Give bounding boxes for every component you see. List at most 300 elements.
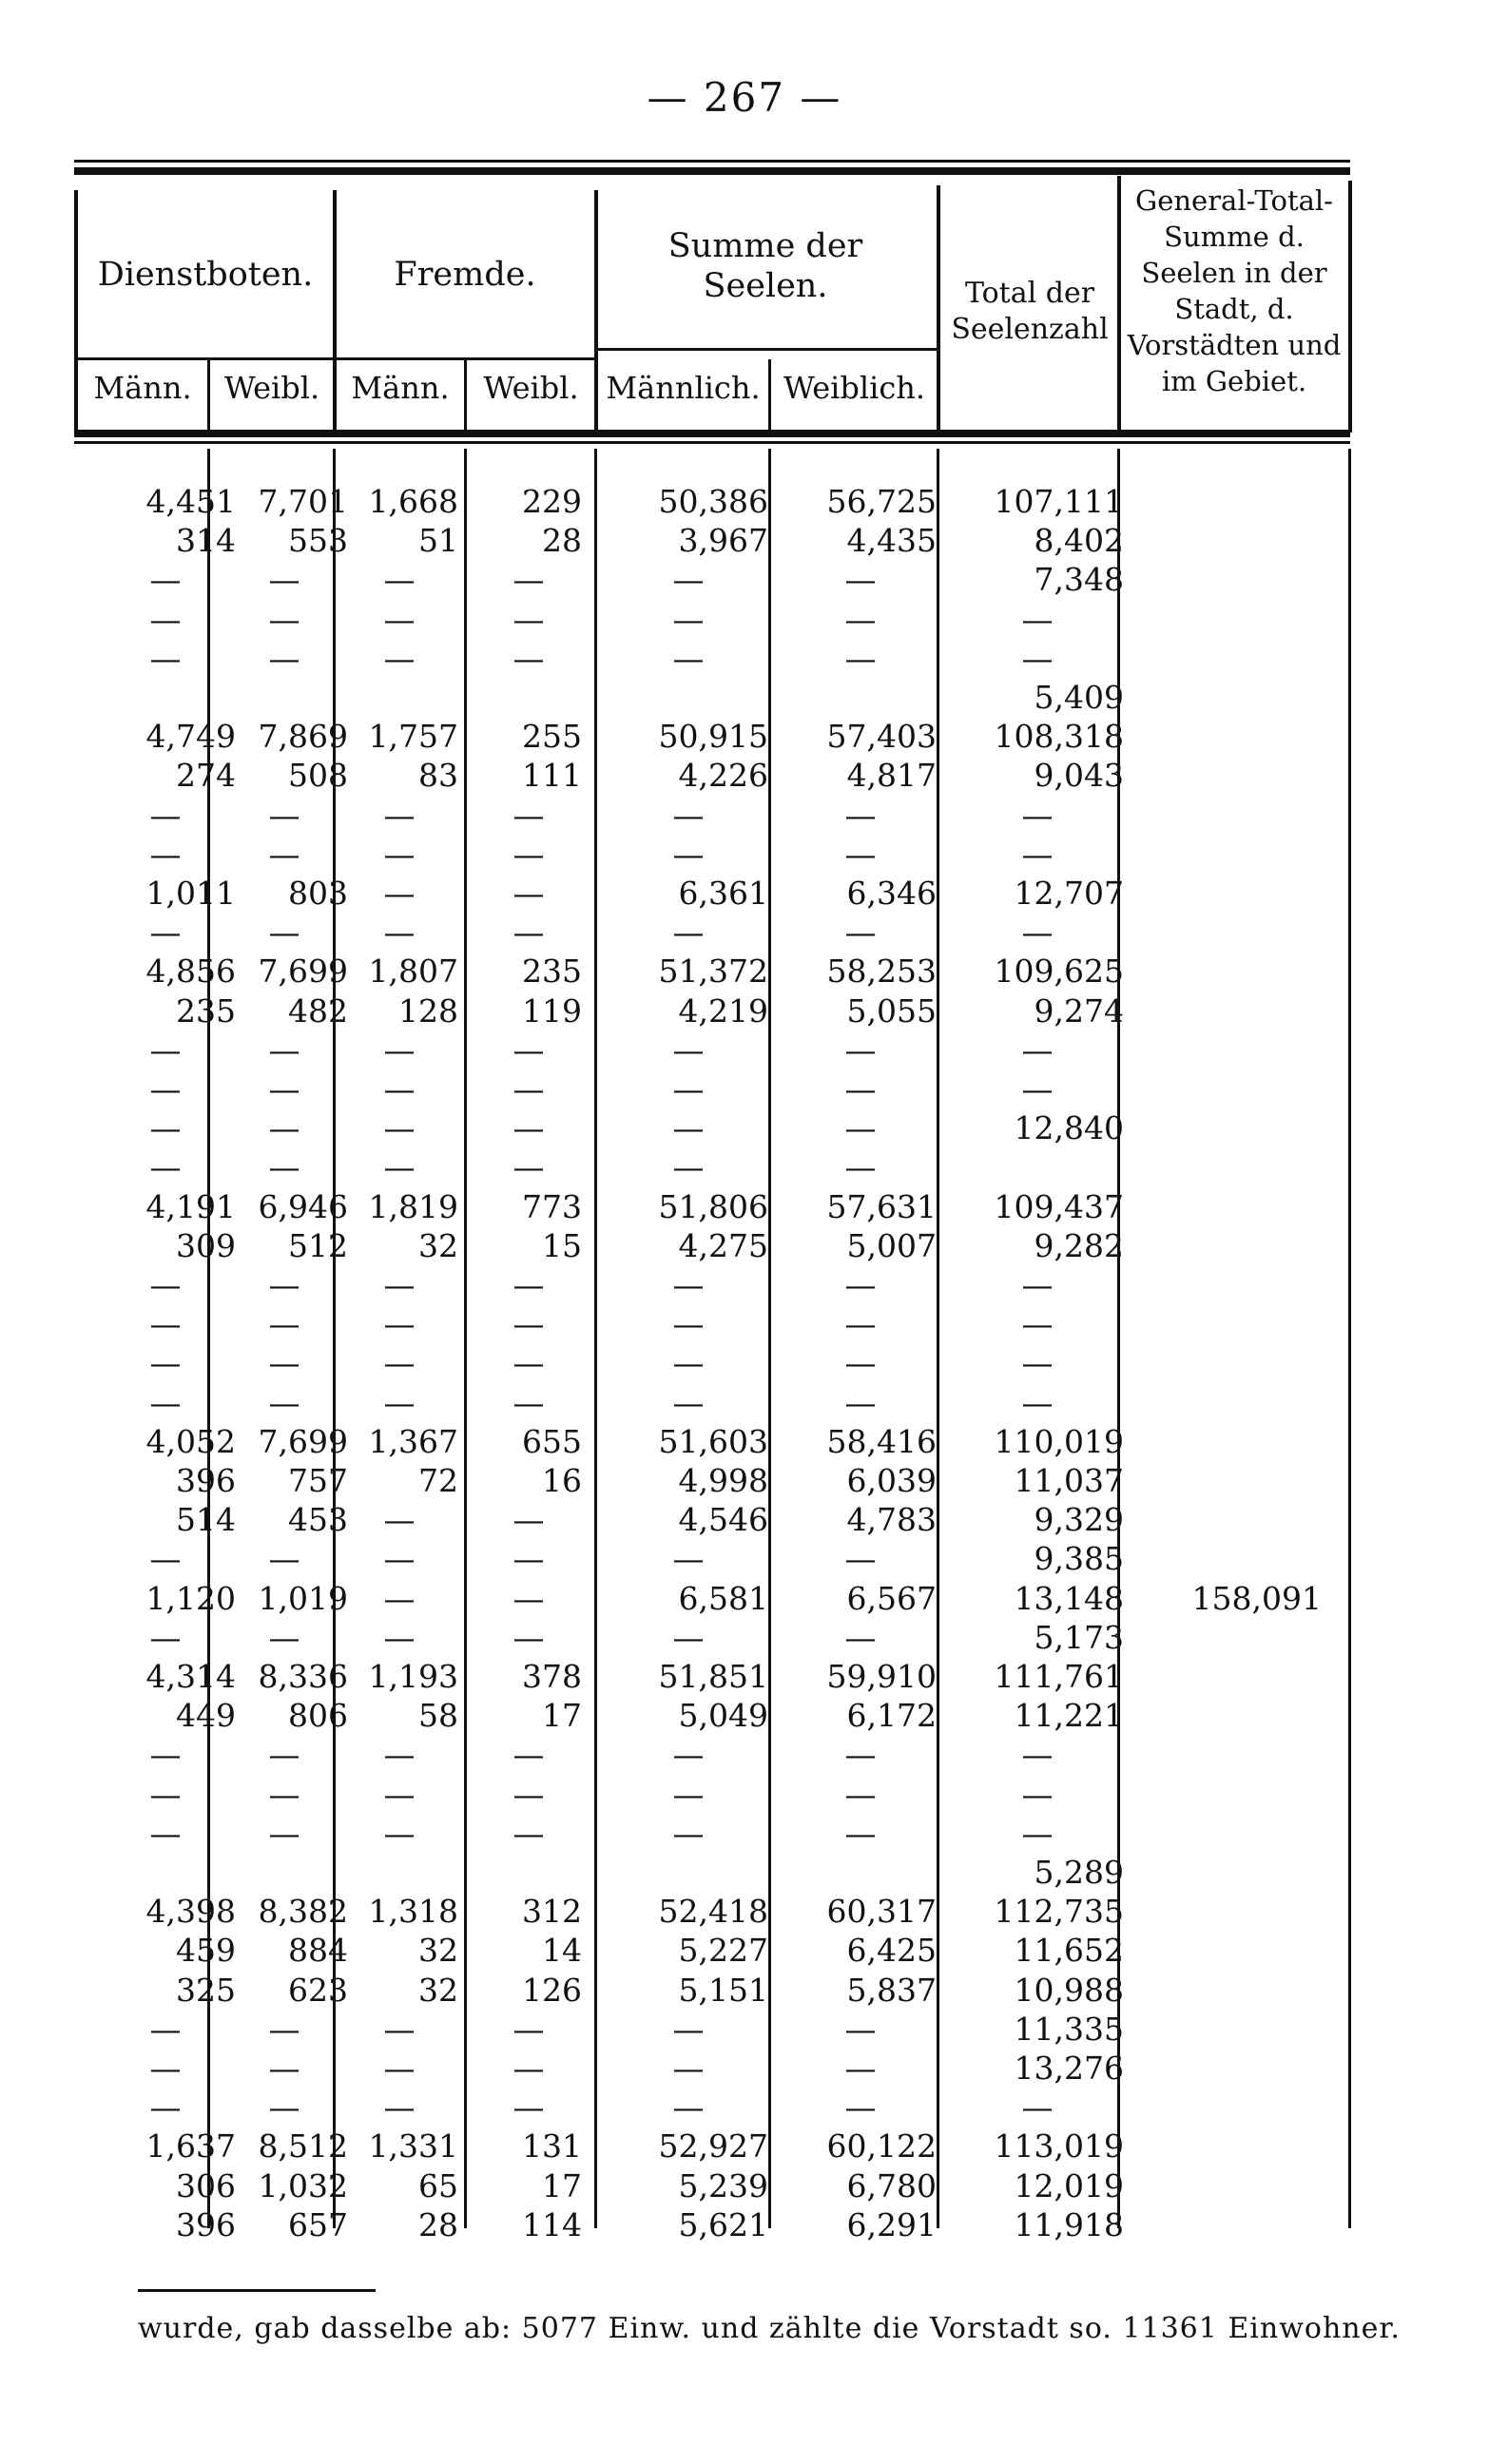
table-cell: — bbox=[149, 1776, 182, 1813]
table-cell: — bbox=[672, 640, 705, 677]
table-cell: 9,282 bbox=[1034, 1227, 1124, 1264]
table-cell bbox=[1141, 992, 1322, 1030]
table-cell: 306 bbox=[176, 2167, 236, 2204]
table-cell: — bbox=[149, 914, 182, 951]
table-cell: 8,382 bbox=[258, 1893, 348, 1930]
table-cell: — bbox=[268, 2050, 300, 2087]
table-cell: — bbox=[268, 1776, 300, 1813]
table-cell: 7,699 bbox=[258, 953, 348, 990]
table-cell: — bbox=[383, 1736, 416, 1773]
table-cell: 1,819 bbox=[368, 1188, 458, 1225]
table-cell: — bbox=[268, 2089, 300, 2126]
table-cell: 6,567 bbox=[846, 1580, 937, 1617]
table-row bbox=[0, 2206, 1489, 2244]
table-row bbox=[0, 1109, 1489, 1147]
table-row bbox=[0, 797, 1489, 835]
table-cell: 111 bbox=[522, 757, 582, 794]
table-cell: 5,055 bbox=[846, 992, 937, 1030]
table-cell: — bbox=[844, 1540, 877, 1577]
table-cell: 5,239 bbox=[678, 2167, 768, 2204]
table-cell: — bbox=[512, 1148, 545, 1185]
table-row bbox=[0, 1305, 1489, 1343]
table-cell: 5,049 bbox=[678, 1697, 768, 1734]
table-cell: — bbox=[844, 1736, 877, 1773]
header-fremde-weibl: Weibl. bbox=[483, 370, 579, 406]
table-cell: — bbox=[844, 914, 877, 951]
table-cell: 6,039 bbox=[846, 1462, 937, 1499]
table-cell: — bbox=[672, 601, 705, 638]
table-cell: — bbox=[844, 1031, 877, 1068]
table-cell: — bbox=[512, 561, 545, 598]
table-cell: — bbox=[672, 1031, 705, 1068]
table-cell: — bbox=[672, 1619, 705, 1656]
table-row bbox=[0, 1423, 1489, 1461]
table-cell bbox=[1141, 2167, 1322, 2205]
table-cell: — bbox=[149, 601, 182, 638]
table-cell: 50,915 bbox=[658, 718, 768, 755]
table-cell: 512 bbox=[288, 1227, 348, 1264]
table-cell: — bbox=[268, 1266, 300, 1303]
header-subdiv-summe bbox=[768, 359, 771, 433]
table-cell: — bbox=[268, 1305, 300, 1342]
table-cell: — bbox=[672, 1736, 705, 1773]
table-cell bbox=[1141, 483, 1322, 521]
table-cell: 1,011 bbox=[145, 875, 236, 912]
table-row bbox=[0, 1815, 1489, 1853]
table-row bbox=[0, 601, 1489, 639]
table-cell: — bbox=[672, 2050, 705, 2087]
table-cell: — bbox=[383, 1148, 416, 1185]
header-bottom-rule-thin bbox=[74, 441, 1350, 444]
table-cell: — bbox=[149, 2011, 182, 2048]
table-cell: 1,367 bbox=[368, 1423, 458, 1460]
table-cell: — bbox=[1021, 1344, 1054, 1381]
table-cell: 112,735 bbox=[994, 1893, 1124, 1930]
table-cell: 5,837 bbox=[846, 1972, 937, 2009]
table-cell: 51 bbox=[418, 522, 458, 559]
table-cell bbox=[1141, 757, 1322, 795]
table-cell: 5,173 bbox=[1034, 1619, 1124, 1656]
table-cell: 126 bbox=[522, 1972, 582, 2009]
table-cell: 757 bbox=[288, 1462, 348, 1499]
table-cell bbox=[1141, 522, 1322, 560]
table-cell: — bbox=[383, 1344, 416, 1381]
table-row bbox=[0, 2127, 1489, 2166]
table-cell: 314 bbox=[176, 522, 236, 559]
table-cell: 17 bbox=[542, 2167, 582, 2204]
table-cell: 6,361 bbox=[678, 875, 768, 912]
table-cell bbox=[609, 679, 768, 717]
table-cell: 110,019 bbox=[994, 1423, 1124, 1460]
table-cell bbox=[1141, 1344, 1322, 1382]
table-cell bbox=[1141, 601, 1322, 639]
table-cell: 32 bbox=[418, 1227, 458, 1264]
header-subdiv-fremde bbox=[464, 359, 467, 433]
table-cell: 28 bbox=[418, 2206, 458, 2243]
table-cell: 5,151 bbox=[678, 1972, 768, 2009]
table-cell: — bbox=[844, 640, 877, 677]
table-cell bbox=[1141, 1423, 1322, 1461]
table-cell: — bbox=[383, 836, 416, 873]
table-cell: — bbox=[383, 1266, 416, 1303]
table-cell: — bbox=[1021, 1815, 1054, 1852]
table-cell: 5,409 bbox=[1034, 679, 1124, 716]
table-cell: 4,998 bbox=[678, 1462, 768, 1499]
table-cell: — bbox=[383, 1384, 416, 1421]
table-cell: 657 bbox=[288, 2206, 348, 2243]
table-cell: 274 bbox=[176, 757, 236, 794]
table-cell: 1,032 bbox=[258, 2167, 348, 2204]
table-cell: — bbox=[383, 875, 416, 912]
table-cell: 4,191 bbox=[145, 1188, 236, 1225]
table-cell bbox=[1141, 1697, 1322, 1735]
table-cell: 312 bbox=[522, 1893, 582, 1930]
table-cell: — bbox=[1021, 1266, 1054, 1303]
header-vline-3 bbox=[937, 185, 940, 433]
table-cell: 449 bbox=[176, 1697, 236, 1734]
table-cell: 28 bbox=[542, 522, 582, 559]
table-row bbox=[0, 1893, 1489, 1931]
table-cell: — bbox=[383, 1070, 416, 1107]
table-row bbox=[0, 1854, 1489, 1892]
table-cell bbox=[1141, 914, 1322, 952]
table-cell: — bbox=[383, 640, 416, 677]
table-cell: — bbox=[1021, 1776, 1054, 1813]
table-cell: 5,289 bbox=[1034, 1854, 1124, 1891]
table-cell: 119 bbox=[522, 992, 582, 1030]
table-cell: — bbox=[149, 561, 182, 598]
table-row bbox=[0, 1697, 1489, 1735]
header-summe-maennlich: Männlich. bbox=[606, 370, 761, 406]
table-cell bbox=[1141, 1070, 1322, 1108]
table-cell: 83 bbox=[418, 757, 458, 794]
table-cell: — bbox=[512, 1501, 545, 1538]
table-cell: — bbox=[844, 836, 877, 873]
table-cell bbox=[1141, 2050, 1322, 2088]
table-cell: 13,276 bbox=[1014, 2050, 1124, 2087]
table-row bbox=[0, 1031, 1489, 1069]
table-cell: — bbox=[512, 2050, 545, 2087]
table-row bbox=[0, 2050, 1489, 2088]
table-cell: 4,451 bbox=[145, 483, 236, 520]
table-cell: — bbox=[149, 1305, 182, 1342]
table-cell: 51,372 bbox=[658, 953, 768, 990]
table-cell: 553 bbox=[288, 522, 348, 559]
table-cell: 52,927 bbox=[658, 2127, 768, 2165]
table-cell bbox=[1141, 1462, 1322, 1500]
table-cell bbox=[1141, 1148, 1322, 1186]
table-cell: — bbox=[844, 2050, 877, 2087]
table-row bbox=[0, 640, 1489, 678]
header-bottom-rule bbox=[74, 430, 1350, 437]
table-cell: 111,761 bbox=[994, 1658, 1124, 1695]
table-cell: — bbox=[149, 1070, 182, 1107]
table-cell: — bbox=[149, 640, 182, 677]
table-cell: — bbox=[512, 1580, 545, 1617]
table-cell bbox=[1141, 875, 1322, 913]
table-cell: 108,318 bbox=[994, 718, 1124, 755]
table-row bbox=[0, 2089, 1489, 2127]
table-cell: 235 bbox=[522, 953, 582, 990]
table-cell: — bbox=[672, 1540, 705, 1577]
table-cell: 803 bbox=[288, 875, 348, 912]
table-cell: 1,757 bbox=[368, 718, 458, 755]
table-cell: 4,546 bbox=[678, 1501, 768, 1538]
table-row bbox=[0, 992, 1489, 1030]
table-row bbox=[0, 1501, 1489, 1539]
table-row bbox=[0, 1462, 1489, 1500]
table-cell: — bbox=[844, 2089, 877, 2126]
table-cell bbox=[1141, 640, 1322, 678]
table-cell: 65 bbox=[418, 2167, 458, 2204]
table-cell: 58 bbox=[418, 1697, 458, 1734]
header-dienstboten: Dienstboten. bbox=[97, 256, 314, 294]
table-cell: — bbox=[672, 561, 705, 598]
table-cell: — bbox=[1021, 640, 1054, 677]
table-cell: 9,385 bbox=[1034, 1540, 1124, 1577]
table-cell: 6,425 bbox=[846, 1932, 937, 1969]
table-row bbox=[0, 1188, 1489, 1226]
table-cell: — bbox=[512, 640, 545, 677]
table-cell: — bbox=[383, 1031, 416, 1068]
header-dienst-maenn: Männ. bbox=[93, 370, 192, 406]
table-cell: — bbox=[512, 1619, 545, 1656]
table-cell: 378 bbox=[522, 1658, 582, 1695]
table-cell: 10,988 bbox=[1014, 1972, 1124, 2009]
table-cell: 11,918 bbox=[1014, 2206, 1124, 2243]
table-cell: — bbox=[672, 797, 705, 834]
table-cell bbox=[1141, 1893, 1322, 1931]
table-cell: — bbox=[512, 797, 545, 834]
table-cell: 453 bbox=[288, 1501, 348, 1538]
table-cell: 4,398 bbox=[145, 1893, 236, 1930]
table-cell: 7,348 bbox=[1034, 561, 1124, 598]
table-cell: — bbox=[512, 1736, 545, 1773]
table-cell: — bbox=[512, 1384, 545, 1421]
table-cell bbox=[1141, 1227, 1322, 1265]
table-cell: 51,851 bbox=[658, 1658, 768, 1695]
table-cell bbox=[95, 1854, 236, 1892]
table-cell: 5,227 bbox=[678, 1932, 768, 1969]
table-cell: — bbox=[149, 1736, 182, 1773]
table-cell: 1,668 bbox=[368, 483, 458, 520]
table-row bbox=[0, 1972, 1489, 2010]
table-cell: 8,402 bbox=[1034, 522, 1124, 559]
table-cell: — bbox=[1021, 601, 1054, 638]
table-cell: — bbox=[512, 836, 545, 873]
table-cell: — bbox=[1021, 1070, 1054, 1107]
table-cell: 8,336 bbox=[258, 1658, 348, 1695]
table-cell: — bbox=[512, 1776, 545, 1813]
table-cell: — bbox=[268, 1384, 300, 1421]
table-cell: 60,317 bbox=[826, 1893, 937, 1930]
table-cell: 309 bbox=[176, 1227, 236, 1264]
table-cell: — bbox=[149, 1031, 182, 1068]
table-cell bbox=[221, 679, 348, 717]
top-rule-thick bbox=[74, 167, 1350, 175]
table-cell: — bbox=[383, 1540, 416, 1577]
table-cell: — bbox=[268, 1815, 300, 1852]
table-cell: 1,019 bbox=[258, 1580, 348, 1617]
table-cell: — bbox=[149, 1619, 182, 1656]
table-cell: 482 bbox=[288, 992, 348, 1030]
table-cell: 51,806 bbox=[658, 1188, 768, 1225]
table-cell: 1,120 bbox=[145, 1580, 236, 1617]
table-row bbox=[0, 836, 1489, 874]
table-cell: — bbox=[149, 797, 182, 834]
table-row bbox=[0, 1776, 1489, 1814]
table-cell: 4,749 bbox=[145, 718, 236, 755]
table-cell bbox=[784, 1854, 937, 1892]
table-cell bbox=[1141, 1540, 1322, 1578]
table-cell: — bbox=[512, 1815, 545, 1852]
table-cell bbox=[1141, 1266, 1322, 1304]
table-cell: — bbox=[1021, 1384, 1054, 1421]
table-cell: 9,274 bbox=[1034, 992, 1124, 1030]
table-cell: 235 bbox=[176, 992, 236, 1030]
table-cell: 773 bbox=[522, 1188, 582, 1225]
table-cell: 50,386 bbox=[658, 483, 768, 520]
table-cell: 6,172 bbox=[846, 1697, 937, 1734]
table-cell: 114 bbox=[522, 2206, 582, 2243]
table-cell: 15 bbox=[542, 1227, 582, 1264]
table-cell: — bbox=[512, 2011, 545, 2048]
table-cell: — bbox=[383, 1815, 416, 1852]
table-cell: — bbox=[149, 1344, 182, 1381]
table-cell bbox=[1141, 2011, 1322, 2049]
table-cell: — bbox=[268, 1109, 300, 1146]
table-cell: — bbox=[1021, 1305, 1054, 1342]
table-cell bbox=[1141, 1501, 1322, 1539]
table-cell: — bbox=[149, 1540, 182, 1577]
table-cell: — bbox=[268, 2011, 300, 2048]
table-cell: — bbox=[383, 1619, 416, 1656]
table-cell bbox=[609, 1854, 768, 1892]
table-cell: — bbox=[1021, 1736, 1054, 1773]
table-cell: 7,701 bbox=[258, 483, 348, 520]
table-cell: — bbox=[672, 1109, 705, 1146]
table-cell: — bbox=[268, 1031, 300, 1068]
table-cell bbox=[1141, 2127, 1322, 2166]
table-row bbox=[0, 1580, 1489, 1618]
table-cell: 3,967 bbox=[678, 522, 768, 559]
table-cell: 9,043 bbox=[1034, 757, 1124, 794]
page-number: — 267 — bbox=[647, 74, 842, 121]
table-cell: 131 bbox=[522, 2127, 582, 2165]
table-cell: 4,219 bbox=[678, 992, 768, 1030]
table-row bbox=[0, 1736, 1489, 1774]
table-cell bbox=[1141, 1972, 1322, 2010]
header-hline-2 bbox=[594, 348, 937, 351]
table-cell: — bbox=[844, 1109, 877, 1146]
table-row bbox=[0, 914, 1489, 952]
table-cell: 396 bbox=[176, 1462, 236, 1499]
table-cell: 12,840 bbox=[1014, 1109, 1124, 1146]
table-cell: — bbox=[268, 1344, 300, 1381]
table-cell: — bbox=[383, 1501, 416, 1538]
table-cell: 4,856 bbox=[145, 953, 236, 990]
table-cell: — bbox=[512, 1031, 545, 1068]
table-cell: 113,019 bbox=[994, 2127, 1124, 2165]
table-cell: — bbox=[1021, 914, 1054, 951]
table-cell: — bbox=[149, 2050, 182, 2087]
table-cell: 14 bbox=[542, 1932, 582, 1969]
table-cell: 58,253 bbox=[826, 953, 937, 990]
table-cell: — bbox=[844, 2011, 877, 2048]
table-cell: 623 bbox=[288, 1972, 348, 2009]
table-cell: 109,437 bbox=[994, 1188, 1124, 1225]
table-cell: 255 bbox=[522, 718, 582, 755]
table-cell bbox=[340, 679, 458, 717]
table-cell: — bbox=[844, 1148, 877, 1185]
table-cell: 1,637 bbox=[145, 2127, 236, 2165]
table-cell: — bbox=[383, 2089, 416, 2126]
table-cell: — bbox=[149, 836, 182, 873]
table-cell: 13,148 bbox=[1014, 1580, 1124, 1617]
table-cell: 109,625 bbox=[994, 953, 1124, 990]
table-cell: — bbox=[512, 1109, 545, 1146]
table-cell: — bbox=[268, 561, 300, 598]
table-cell: — bbox=[512, 1070, 545, 1107]
table-cell: — bbox=[268, 1540, 300, 1577]
table-row bbox=[0, 1227, 1489, 1265]
table-cell: — bbox=[149, 1384, 182, 1421]
table-cell: 52,418 bbox=[658, 1893, 768, 1930]
table-cell bbox=[1141, 1854, 1322, 1892]
table-cell: 229 bbox=[522, 483, 582, 520]
table-cell: — bbox=[844, 1619, 877, 1656]
table-cell: — bbox=[512, 1305, 545, 1342]
table-cell: — bbox=[844, 1344, 877, 1381]
table-row bbox=[0, 483, 1489, 521]
table-cell: 57,631 bbox=[826, 1188, 937, 1225]
table-row bbox=[0, 1384, 1489, 1422]
table-cell bbox=[1141, 1188, 1322, 1226]
table-cell: 6,780 bbox=[846, 2167, 937, 2204]
table-cell: 1,331 bbox=[368, 2127, 458, 2165]
table-cell: 4,783 bbox=[846, 1501, 937, 1538]
header-subdiv-dienst bbox=[207, 359, 210, 433]
table-cell: — bbox=[512, 2089, 545, 2126]
table-row bbox=[0, 1266, 1489, 1304]
header-general: General-Total-Summe d. Seelen in der Stadt, d. Vorstädten und im Gebiet. bbox=[1127, 184, 1342, 397]
table-cell bbox=[475, 1854, 582, 1892]
table-cell bbox=[1141, 1384, 1322, 1422]
table-cell: — bbox=[512, 875, 545, 912]
header-fremde: Fremde. bbox=[394, 256, 536, 294]
table-cell bbox=[95, 679, 236, 717]
table-cell: 4,435 bbox=[846, 522, 937, 559]
table-cell: — bbox=[844, 1815, 877, 1852]
table-cell: — bbox=[268, 1148, 300, 1185]
table-cell: — bbox=[149, 1148, 182, 1185]
table-row bbox=[0, 953, 1489, 991]
table-cell: — bbox=[512, 1266, 545, 1303]
table-cell: 60,122 bbox=[826, 2127, 937, 2165]
table-cell: — bbox=[1021, 836, 1054, 873]
table-cell: 12,707 bbox=[1014, 875, 1124, 912]
header-dienst-weibl: Weibl. bbox=[223, 370, 320, 406]
table-cell: 32 bbox=[418, 1972, 458, 2009]
table-row bbox=[0, 1070, 1489, 1108]
table-row bbox=[0, 757, 1489, 795]
table-cell bbox=[1141, 836, 1322, 874]
table-cell: 7,869 bbox=[258, 718, 348, 755]
table-cell: — bbox=[672, 1384, 705, 1421]
table-cell: — bbox=[149, 2089, 182, 2126]
table-cell bbox=[784, 679, 937, 717]
table-cell: — bbox=[383, 1109, 416, 1146]
